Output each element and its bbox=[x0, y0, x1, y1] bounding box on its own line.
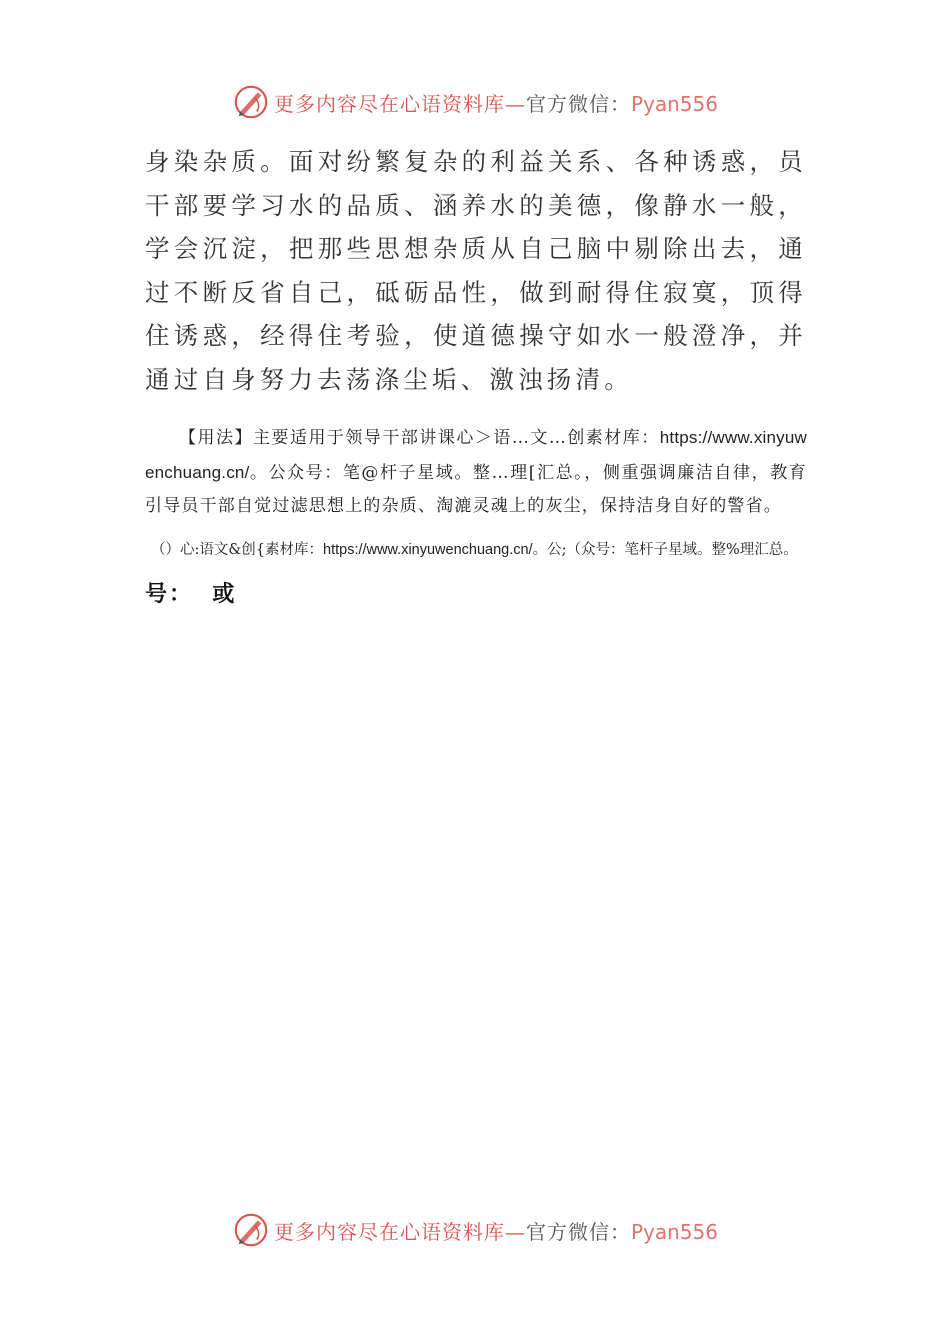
banner-wechat-id: Pyan556 bbox=[630, 91, 718, 116]
note-text-part2: 。公;（众号：笔杆子星域。整%理汇总。 bbox=[532, 541, 798, 558]
usage-text-part2: 。公众号：笔@杆子星域。整…理[汇总。，侧重强调廉洁自律，教育引导员干部自觉过滤思想上的杂质、淘漉灵魂上的灰尘，保持洁身自好的警省。 bbox=[145, 462, 807, 516]
banner-main-text: 更多内容尽在心语资料库 bbox=[273, 91, 505, 116]
usage-text-part1: 【用法】主要适用于领导干部讲课心＞语…文…创素材库： bbox=[179, 428, 660, 448]
pen-circle-logo-icon bbox=[232, 83, 270, 121]
header-banner-text bbox=[274, 88, 718, 117]
heading-fragment: 号： 或 bbox=[145, 580, 237, 607]
note-text-part1: （）心:语文&创{素材库： bbox=[151, 541, 324, 558]
banner-dash: — bbox=[504, 91, 526, 116]
note-url: https://www.xinyuwenchuang.cn/ bbox=[323, 541, 533, 558]
note-paragraph bbox=[145, 538, 807, 563]
document-body bbox=[145, 140, 807, 608]
usage-url: https://www.xinyuwenchuang.cn/ bbox=[145, 428, 807, 482]
header-banner bbox=[0, 80, 950, 124]
banner-wechat-id: Pyan556 bbox=[630, 1219, 718, 1244]
pen-circle-logo-icon bbox=[232, 1211, 270, 1249]
banner-wechat-label: 官方微信： bbox=[525, 91, 631, 116]
main-paragraph: 身染杂质。面对纷繁复杂的利益关系、各种诱惑，员干部要学习水的品质、涵养水的美德，像静水一般，学会沉淀，把那些思想杂质从自己脑中剔除出去，通过不断反省自己，砥砺品性，做到耐得住寂寞，顶得住诱惑，经得住考验，使道德操守如水一般澄净，并通过自身努力去荡涤尘垢、激浊扬清。 bbox=[145, 147, 807, 394]
banner-main-text: 更多内容尽在心语资料库 bbox=[273, 1219, 505, 1244]
footer-banner bbox=[0, 1208, 950, 1252]
usage-paragraph bbox=[145, 421, 807, 524]
banner-dash: — bbox=[504, 1219, 526, 1244]
banner-wechat-label: 官方微信： bbox=[525, 1219, 631, 1244]
footer-banner-text bbox=[274, 1216, 718, 1245]
